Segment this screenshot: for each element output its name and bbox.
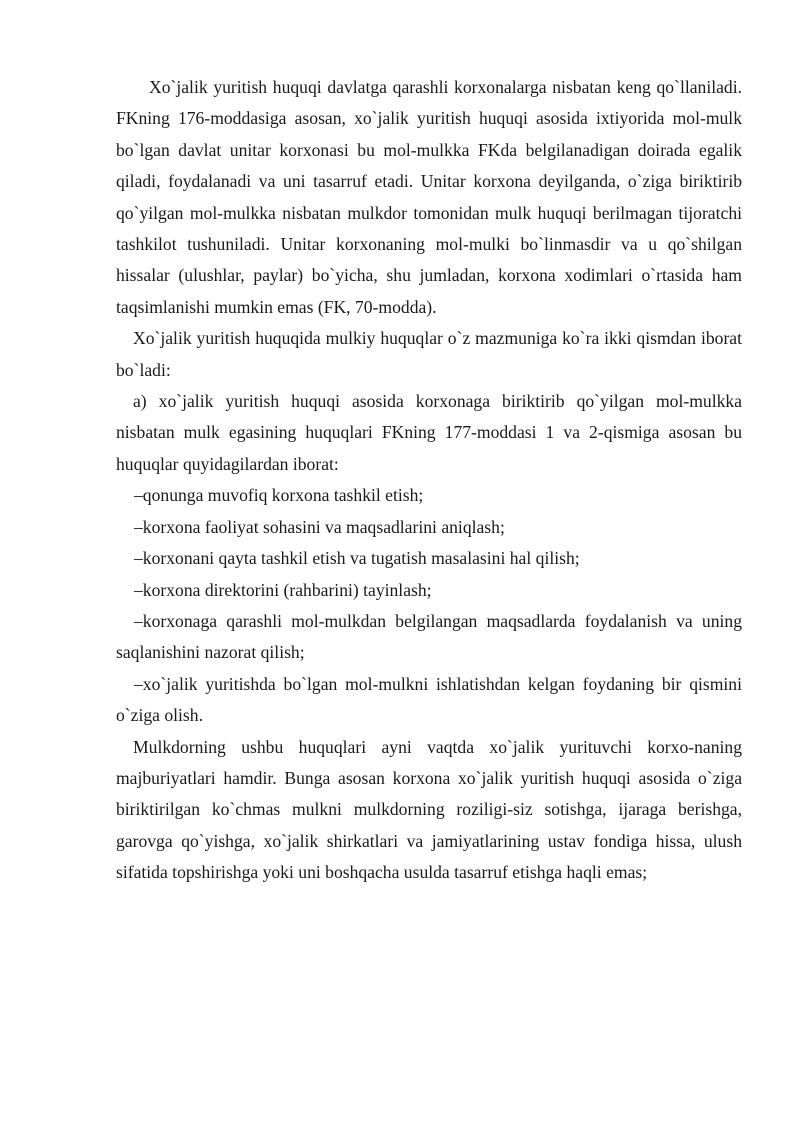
closing-paragraph: Mulkdorning ushbu huquqlari ayni vaqtda xo`jalik yurituvchi korxo-naning majburiyatlari hamdir. Bunga asosan korxona xo`jalik yuritish huquqi asosida o`ziga biriktirilgan ko`chmas mulkni mulkdorning roziligi-siz sotishga, ijaraga berishga, garovga qo`yishga, xo`jalik shirkatlari va jamiyatlarining ustav fondiga hissa, ulush sifatida topshirishga yoki uni boshqacha usulda tasarruf etishga haqli emas; xyxy=(116,736,742,883)
list-item-5: –korxonaga qarashli mol-mulkdan belgilangan maqsadlarda foydalanish va uning saqlanishini nazorat qilish; xyxy=(116,610,742,663)
list-item-2: –korxona faoliyat sohasini va maqsadlarini aniqlash; xyxy=(134,516,505,537)
paragraph-3: a) xo`jalik yuritish huquqi asosida korxonaga biriktirib qo`yilgan mol-mulkka nisbatan mulk egasining huquqlari FKning 177-moddasi 1 va 2-qismiga asosan bu huquqlar quyidagilardan iborat: xyxy=(116,391,742,474)
list-item-4: –korxona direktorini (rahbarini) tayinlash; xyxy=(134,579,432,600)
document-page xyxy=(116,72,742,889)
list-item-3: –korxonani qayta tashkil etish va tugatish masalasini hal qilish; xyxy=(134,548,580,569)
paragraph-1: Xo`jalik yuritish huquqi davlatga qarashli korxonalarga nisbatan keng qo`llaniladi. FKning 176-moddasiga asosan, xo`jalik yuritish huquqi asosida ixtiyorida mol-mulk bo`lgan davlat unitar korxonasi bu mol-mulkka FKda belgilanadigan doirada egalik qiladi, foydalanadi va uni tasarruf etadi. Unitar korxona deyilganda, o`ziga biriktirib qo`yilgan mol-mulkka nisbatan mulkdor tomonidan mulk huquqi berilmagan tijoratchi tashkilot tushuniladi. Unitar korxonaning mol-mulki bo`linmasdir va u qo`shilgan hissalar (ulushlar, paylar) bo`yicha, shu jumladan, korxona xodimlari o`rtasida ham taqsimlanishi mumkin emas (FK, 70-modda). xyxy=(116,77,742,317)
list-item-1: –qonunga muvofiq korxona tashkil etish; xyxy=(134,485,424,506)
list-item-6: –xo`jalik yuritishda bo`lgan mol-mulkni ishlatishdan kelgan foydaning bir qismini o`ziga olish. xyxy=(116,673,742,726)
paragraph-2: Xo`jalik yuritish huquqida mulkiy huquqlar o`z mazmuniga ko`ra ikki qismdan iborat bo`ladi: xyxy=(116,328,742,380)
